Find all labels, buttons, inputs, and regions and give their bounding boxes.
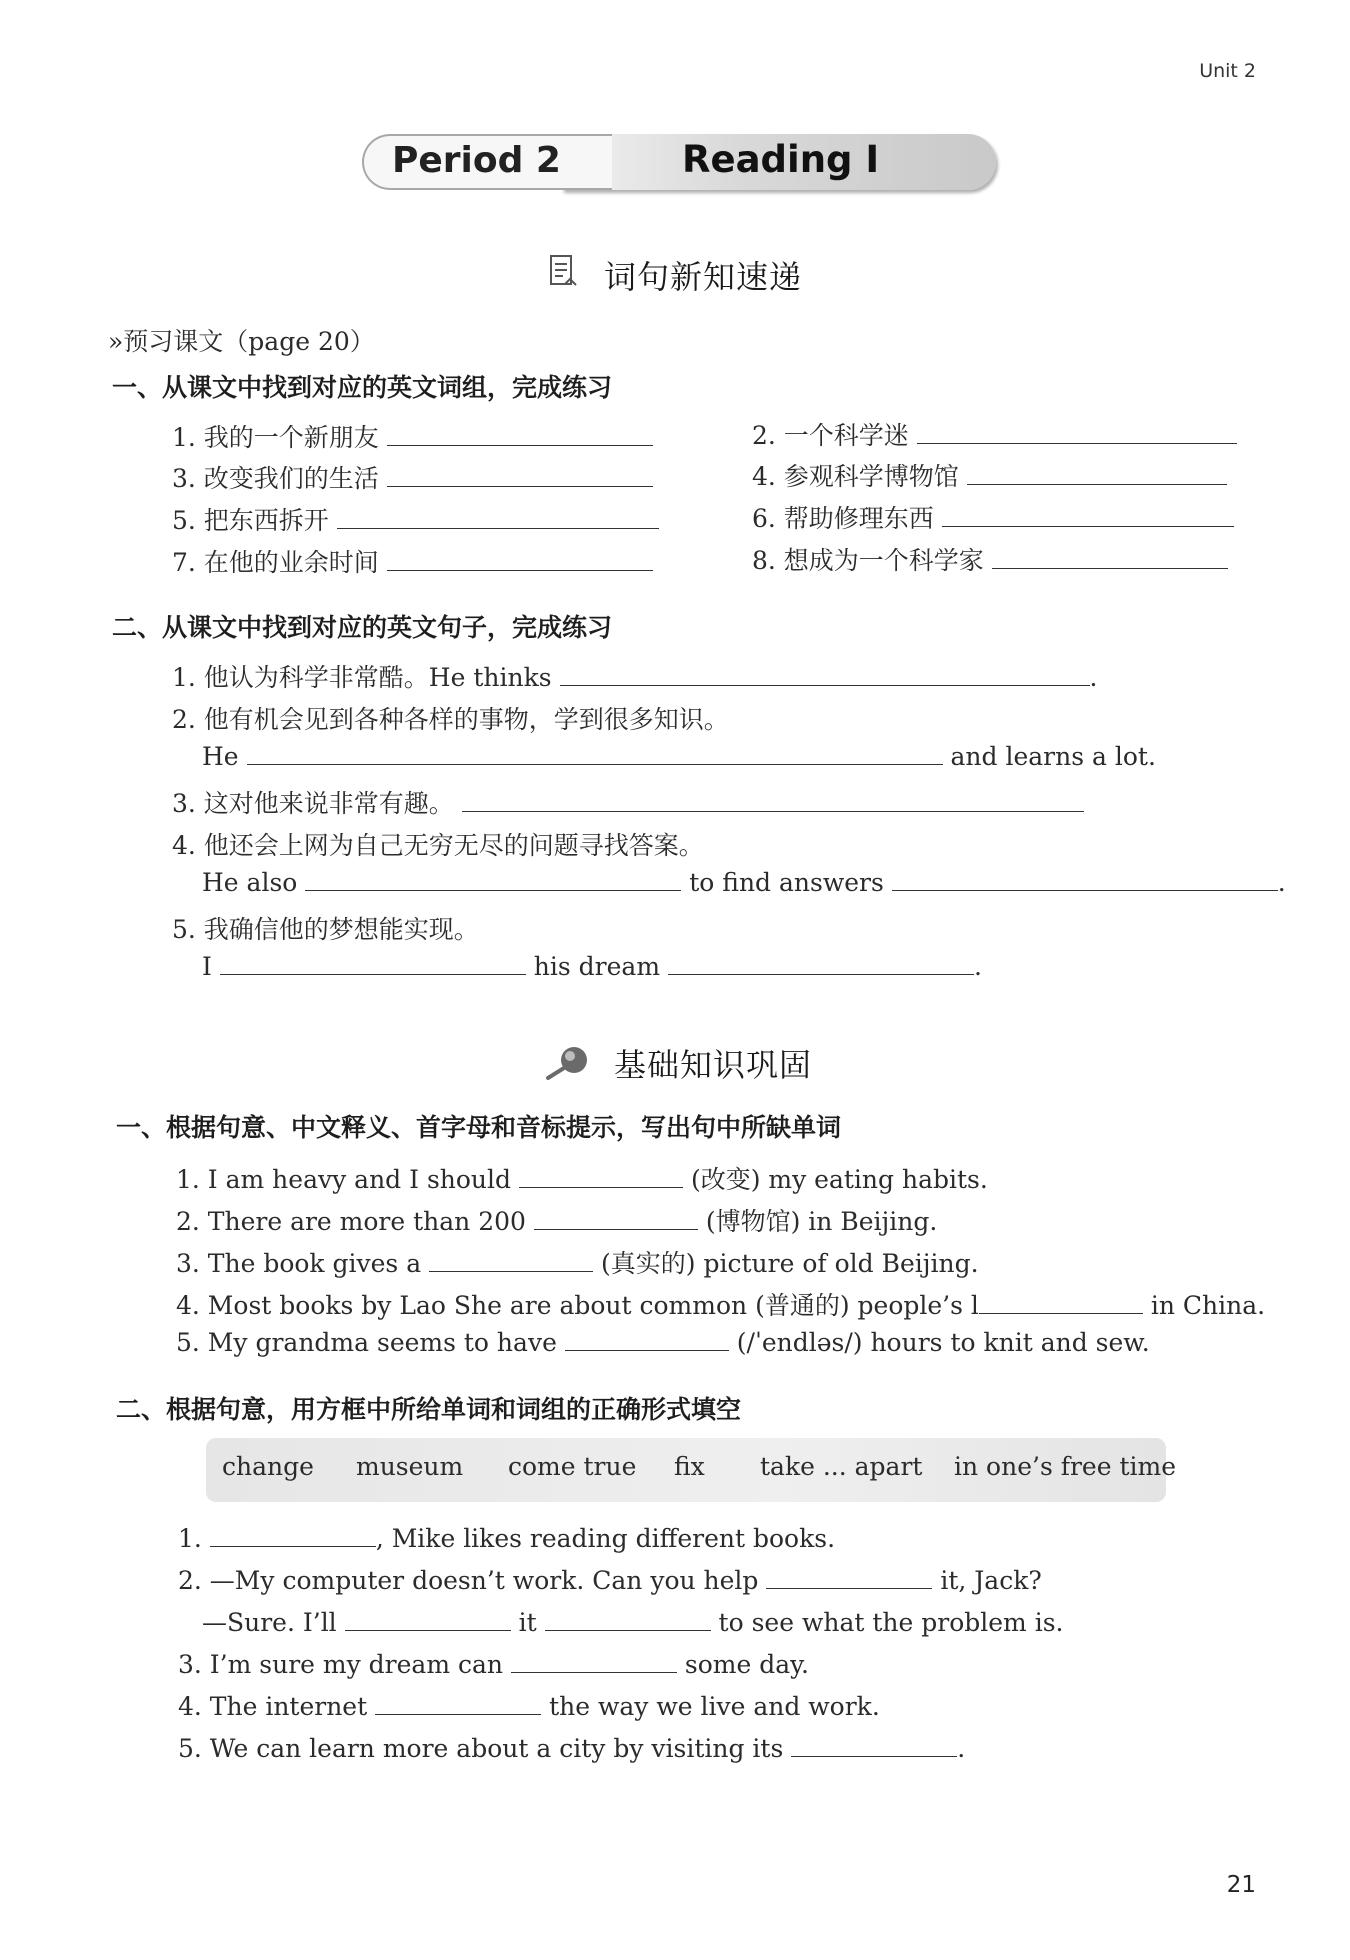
sentence-answer-line: He and learns a lot. bbox=[202, 742, 1156, 771]
answer-blank[interactable] bbox=[210, 1545, 376, 1547]
section2-part1-heading: 一、根据句意、中文释义、首字母和音标提示，写出句中所缺单词 bbox=[116, 1113, 842, 1142]
list-item: 8. 想成为一个科学家 bbox=[752, 541, 1228, 577]
answer-blank[interactable] bbox=[992, 567, 1228, 569]
sentence-item: 5. 我确信他的梦想能实现。 bbox=[172, 915, 479, 944]
section1-title: 词句新知速递 bbox=[604, 258, 803, 296]
answer-blank[interactable] bbox=[766, 1587, 932, 1589]
list-item: 1. 我的一个新朋友 bbox=[172, 418, 653, 454]
question-item: 1. I am heavy and I should (改变) my eating habits. bbox=[176, 1165, 988, 1194]
question-item: 1. , Mike likes reading different books. bbox=[178, 1524, 836, 1553]
answer-blank[interactable] bbox=[668, 973, 974, 975]
page-number: 21 bbox=[1226, 1872, 1256, 1898]
word-bank-box bbox=[206, 1438, 1176, 1502]
list-item: 2. 一个科学迷 bbox=[752, 416, 1237, 452]
word-bank-item: take ... apart bbox=[760, 1452, 923, 1481]
sentence-item: 4. 他还会上网为自己无穷无尽的问题寻找答案。 bbox=[172, 831, 704, 860]
word-bank-item: fix bbox=[674, 1452, 705, 1481]
question-item: 2. There are more than 200 (博物馆) in Beijing. bbox=[176, 1207, 938, 1236]
answer-blank[interactable] bbox=[387, 485, 653, 487]
section2-part2-heading: 二、根据句意，用方框中所给单词和词组的正确形式填空 bbox=[116, 1395, 742, 1424]
answer-blank[interactable] bbox=[387, 444, 653, 446]
period-title: Period 2 bbox=[392, 140, 561, 181]
sentence-item: 1. 他认为科学非常酷。He thinks . bbox=[172, 663, 1098, 692]
list-item: 3. 改变我们的生活 bbox=[172, 459, 653, 495]
answer-blank[interactable] bbox=[560, 684, 1090, 686]
answer-blank[interactable] bbox=[337, 527, 659, 529]
answer-blank[interactable] bbox=[345, 1629, 511, 1631]
answer-blank[interactable] bbox=[917, 442, 1237, 444]
section2-title: 基础知识巩固 bbox=[614, 1046, 813, 1084]
sentence-answer-line: He also to find answers . bbox=[202, 868, 1286, 897]
question-item: 5. We can learn more about a city by visiting its . bbox=[178, 1734, 966, 1763]
answer-blank[interactable] bbox=[462, 810, 1084, 812]
sentence-item: 3. 这对他来说非常有趣。 bbox=[172, 784, 1084, 820]
question-item: —Sure. I’ll it to see what the problem is. bbox=[202, 1608, 1064, 1637]
magnifier-icon bbox=[544, 1042, 592, 1086]
word-bank-item: change bbox=[222, 1452, 314, 1481]
answer-blank[interactable] bbox=[545, 1629, 711, 1631]
list-item: 7. 在他的业余时间 bbox=[172, 543, 653, 579]
preview-note: »预习课文（page 20） bbox=[108, 327, 375, 356]
word-bank-item: come true bbox=[508, 1452, 637, 1481]
section1-part2-heading: 二、从课文中找到对应的英文句子，完成练习 bbox=[112, 613, 613, 642]
answer-blank[interactable] bbox=[791, 1755, 957, 1757]
list-item: 5. 把东西拆开 bbox=[172, 501, 659, 537]
question-item: 3. The book gives a (真实的) picture of old Beijing. bbox=[176, 1249, 979, 1278]
word-bank-item: in one’s free time bbox=[954, 1452, 1176, 1481]
period-banner bbox=[362, 134, 996, 192]
answer-blank[interactable] bbox=[220, 973, 526, 975]
question-item: 3. I’m sure my dream can some day. bbox=[178, 1650, 809, 1679]
answer-blank[interactable] bbox=[979, 1312, 1143, 1314]
reading-title: Reading I bbox=[682, 138, 880, 181]
answer-blank[interactable] bbox=[892, 889, 1278, 891]
answer-blank[interactable] bbox=[429, 1270, 593, 1272]
answer-blank[interactable] bbox=[375, 1713, 541, 1715]
question-item: 4. Most books by Lao She are about common (普通的) people’s l in China. bbox=[176, 1291, 1266, 1320]
answer-blank[interactable] bbox=[511, 1671, 677, 1673]
answer-blank[interactable] bbox=[565, 1349, 729, 1351]
sentence-answer-line: I his dream . bbox=[202, 952, 982, 981]
answer-blank[interactable] bbox=[387, 569, 653, 571]
question-item: 4. The internet the way we live and work. bbox=[178, 1692, 880, 1721]
unit-label: Unit 2 bbox=[1199, 60, 1256, 82]
answer-blank[interactable] bbox=[247, 763, 943, 765]
section1-part1-heading: 一、从课文中找到对应的英文词组，完成练习 bbox=[112, 373, 613, 402]
word-bank-item: museum bbox=[356, 1452, 464, 1481]
answer-blank[interactable] bbox=[519, 1186, 683, 1188]
question-item: 5. My grandma seems to have (/ˈendləs/) hours to knit and sew. bbox=[176, 1328, 1150, 1357]
answer-blank[interactable] bbox=[534, 1228, 698, 1230]
answer-blank[interactable] bbox=[305, 889, 681, 891]
list-item: 4. 参观科学博物馆 bbox=[752, 457, 1227, 493]
question-item: 2. —My computer doesn’t work. Can you help it, Jack? bbox=[178, 1566, 1042, 1595]
notebook-icon bbox=[548, 254, 578, 292]
list-item: 6. 帮助修理东西 bbox=[752, 499, 1234, 535]
answer-blank[interactable] bbox=[967, 483, 1227, 485]
answer-blank[interactable] bbox=[942, 525, 1234, 527]
sentence-item: 2. 他有机会见到各种各样的事物，学到很多知识。 bbox=[172, 705, 729, 734]
